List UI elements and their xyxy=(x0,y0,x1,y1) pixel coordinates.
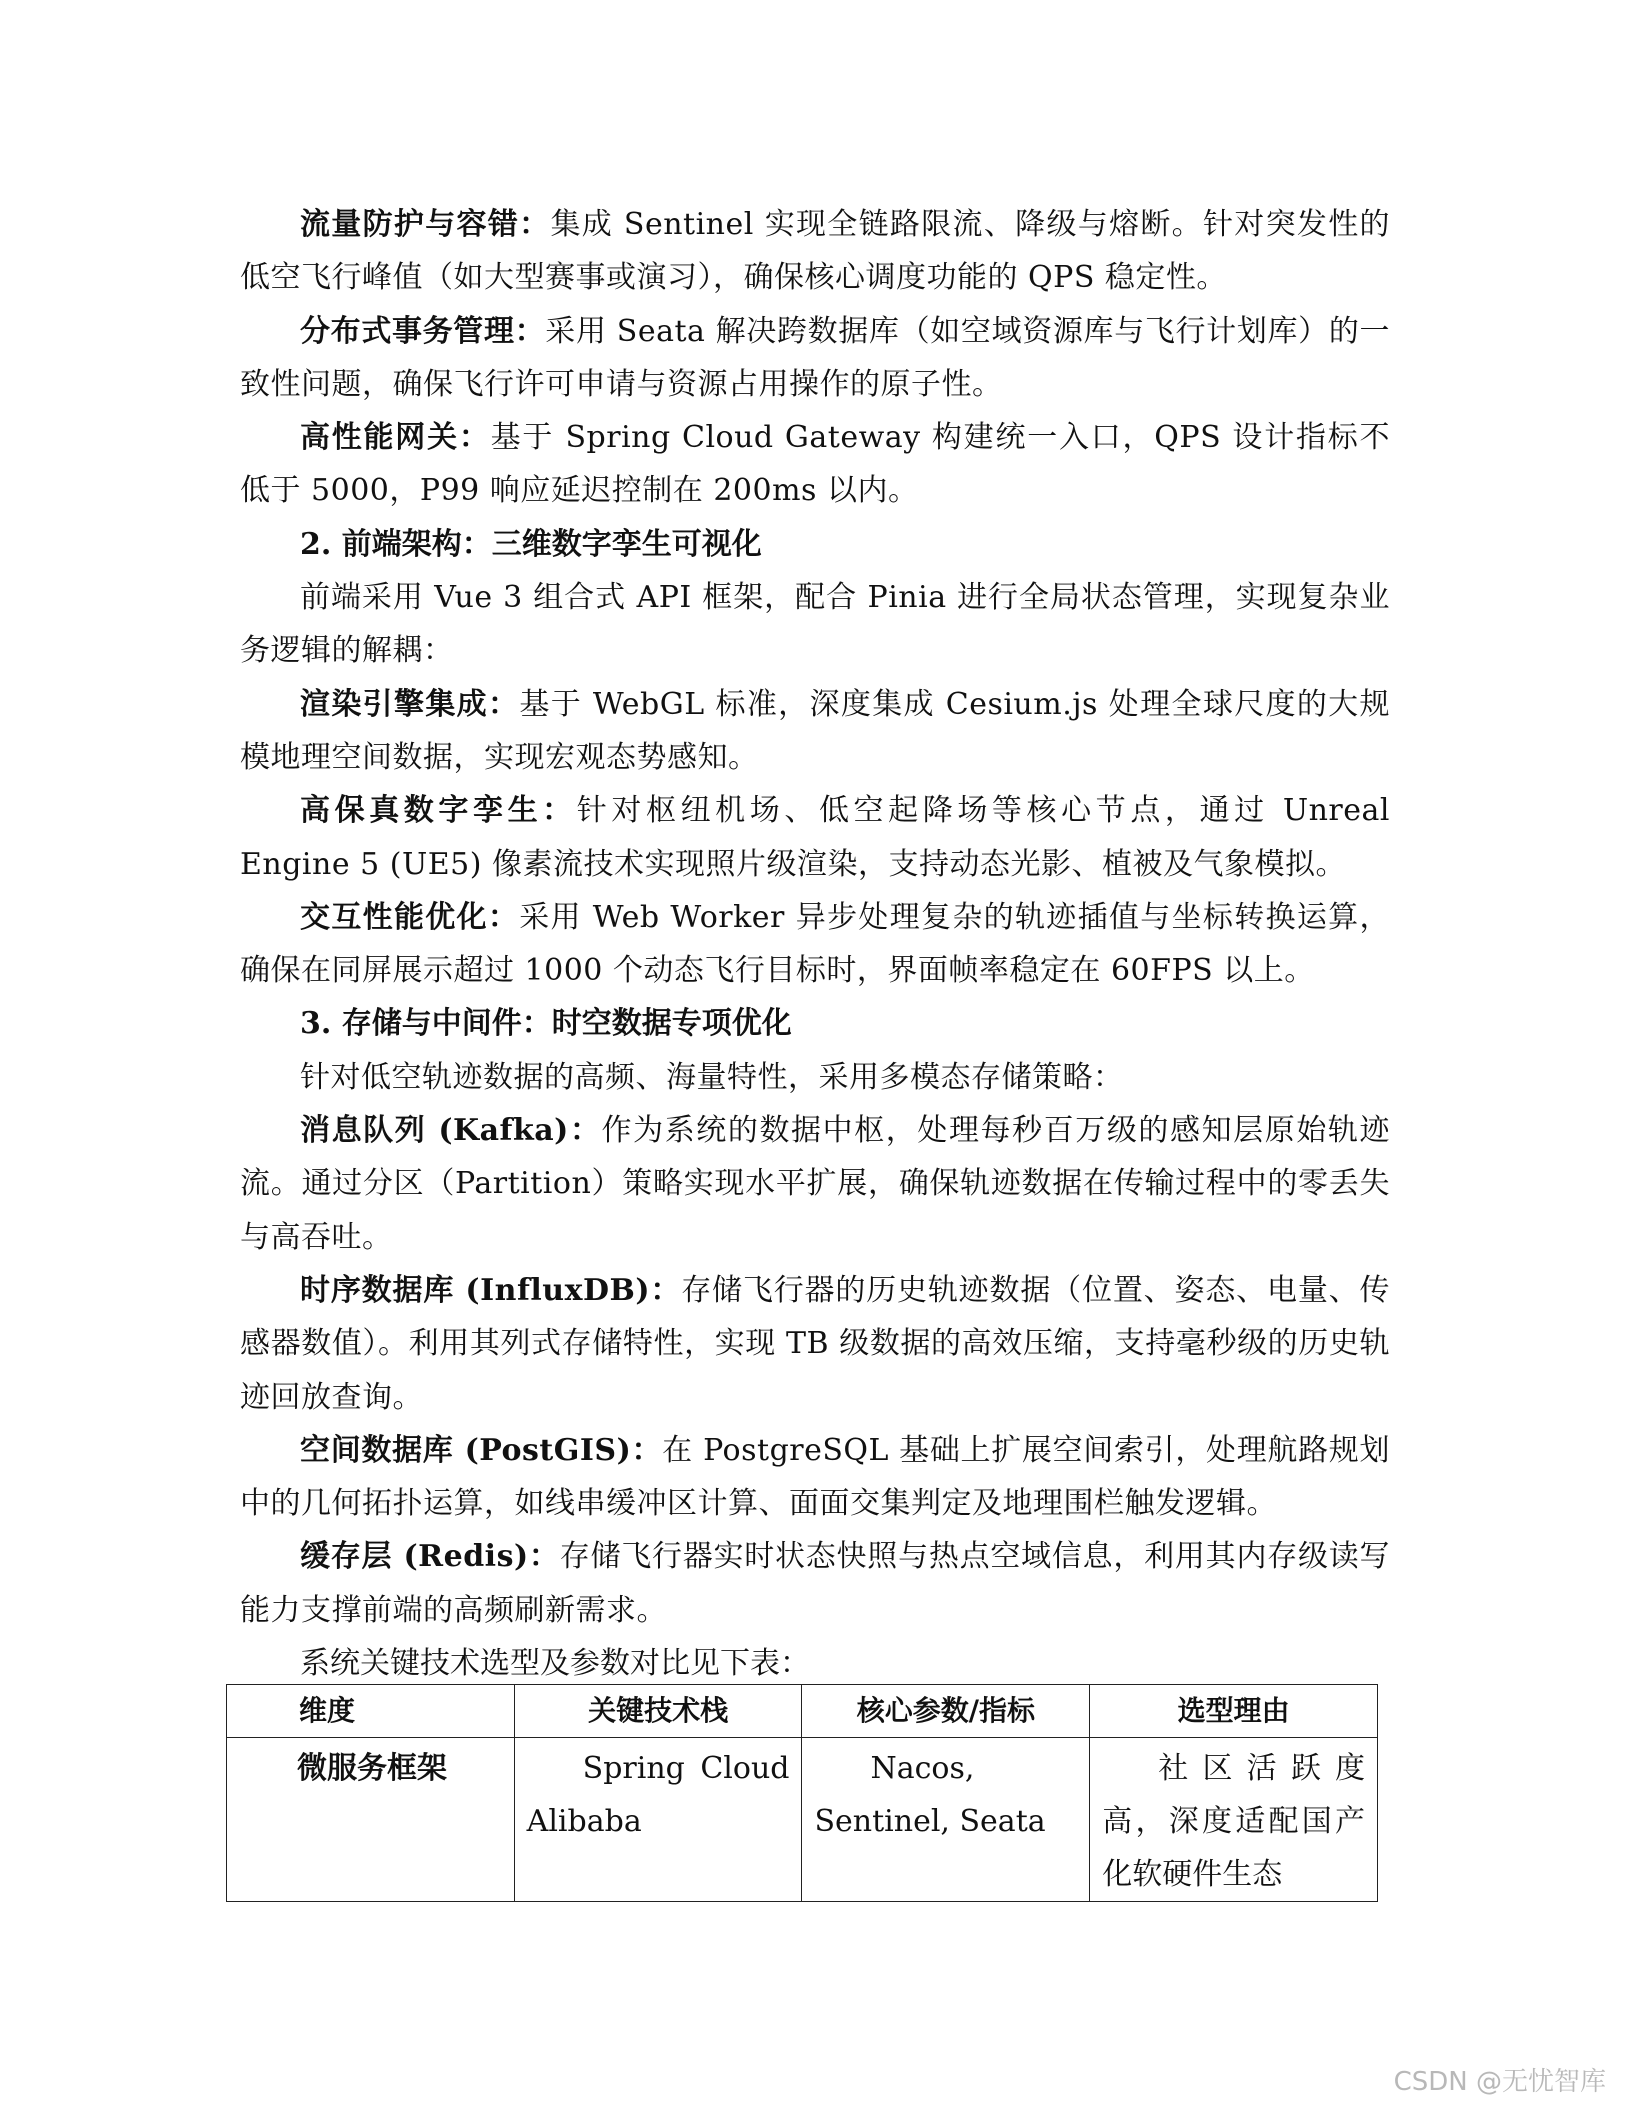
table-caption: 系统关键技术选型及参数对比见下表： xyxy=(300,1646,810,1682)
paragraph-kafka xyxy=(240,1104,1390,1264)
paragraph-interaction-performance xyxy=(240,891,1390,998)
paragraph-lead: 缓存层 (Redis)： xyxy=(300,1539,560,1575)
paragraph-lead: 分布式事务管理： xyxy=(300,313,546,349)
paragraph-lead: 渲染引擎集成： xyxy=(300,686,520,722)
paragraph-postgis xyxy=(240,1424,1390,1531)
paragraph-text: 存储飞行器的历史轨迹数据（位置、姿态、电量、传感器数值）。利用其列式存储特性，实现 TB 级数据的高效压缩，支持毫秒级的历史轨迹回放查询。 xyxy=(240,1272,1390,1415)
tech-selection-table xyxy=(226,1684,1378,1902)
paragraph-lead: 时序数据库 (InfluxDB)： xyxy=(300,1272,682,1308)
paragraph-text: 基于 Spring Cloud Gateway 构建统一入口，QPS 设计指标不低于 5000，P99 响应延迟控制在 200ms 以内。 xyxy=(240,420,1391,509)
paragraph-lead: 高性能网关： xyxy=(300,420,491,456)
paragraph-text: 针对低空轨迹数据的高频、海量特性，采用多模态存储策略： xyxy=(300,1059,1124,1095)
paragraph-distributed-transaction xyxy=(240,305,1390,412)
paragraph-text: 作为系统的数据中枢，处理每秒百万级的感知层原始轨迹流。通过分区（Partition）策略实现水平扩展，确保轨迹数据在传输过程中的零丢失与高吞吐。 xyxy=(240,1113,1390,1255)
paragraph-render-engine xyxy=(240,678,1390,785)
paragraph-text: 采用 Web Worker 异步处理复杂的轨迹插值与坐标转换运算，确保在同屏展示超过 1000 个动态飞行目标时，界面帧率稳定在 60FPS 以上。 xyxy=(240,899,1390,989)
paragraph-storage-intro xyxy=(240,1051,1390,1104)
paragraph-text: 存储飞行器实时状态快照与热点空域信息，利用其内存级读写能力支撑前端的高频刷新需求。 xyxy=(240,1539,1390,1628)
paragraph-lead: 高保真数字孪生： xyxy=(300,793,577,829)
paragraph-text: 前端采用 Vue 3 组合式 API 框架，配合 Pinia 进行全局状态管理，实现复杂业务逻辑的解耦： xyxy=(240,580,1390,669)
paragraph-text: 集成 Sentinel 实现全链路限流、降级与熔断。针对突发性的低空飞行峰值（如大型赛事或演习），确保核心调度功能的 QPS 稳定性。 xyxy=(240,207,1390,296)
paragraph-text: 针对枢纽机场、低空起降场等核心节点，通过 Unreal Engine 5 (UE5) 像素流技术实现照片级渲染，支持动态光影、植被及气象模拟。 xyxy=(240,793,1391,882)
paragraph-lead: 流量防护与容错： xyxy=(300,207,551,242)
paragraph-gateway xyxy=(240,411,1390,518)
table-cell: 微服务框架 xyxy=(227,1738,515,1902)
column-header-reason: 选型理由 xyxy=(1090,1685,1378,1738)
paragraph-influxdb xyxy=(240,1264,1390,1424)
table-cell: 社区活跃度高，深度适配国产化软硬件生态 xyxy=(1090,1738,1378,1902)
table-header-row xyxy=(227,1685,1378,1738)
paragraph-traffic-protection xyxy=(240,198,1390,305)
table-cell: Spring Cloud Alibaba xyxy=(514,1738,802,1902)
paragraph-text: 采用 Seata 解决跨数据库（如空域资源库与飞行计划库）的一致性问题，确保飞行许可申请与资源占用操作的原子性。 xyxy=(240,313,1390,402)
section-heading-storage: 3. 存储与中间件：时空数据专项优化 xyxy=(300,1006,792,1042)
table-row xyxy=(227,1738,1378,1902)
paragraph-text: 基于 WebGL 标准，深度集成 Cesium.js 处理全球尺度的大规模地理空间数据，实现宏观态势感知。 xyxy=(240,686,1391,775)
watermark: CSDN @无忧智库 xyxy=(1393,2067,1606,2097)
paragraph-lead: 消息队列 (Kafka)： xyxy=(300,1113,602,1149)
table-cell: Nacos, Sentinel, Seata xyxy=(802,1738,1090,1902)
column-header-dimension: 维度 xyxy=(227,1685,515,1738)
paragraph-frontend-intro xyxy=(240,571,1390,678)
paragraph-redis xyxy=(240,1530,1390,1637)
section-heading-frontend: 2. 前端架构：三维数字孪生可视化 xyxy=(300,526,762,562)
paragraph-lead: 交互性能优化： xyxy=(300,899,520,935)
document-body xyxy=(240,198,1390,1690)
paragraph-lead: 空间数据库 (PostGIS)： xyxy=(300,1432,663,1468)
column-header-core-params: 核心参数/指标 xyxy=(802,1685,1090,1738)
paragraph-digital-twin xyxy=(240,784,1390,891)
paragraph-text: 在 PostgreSQL 基础上扩展空间索引，处理航路规划中的几何拓扑运算，如线串缓冲区计算、面面交集判定及地理围栏触发逻辑。 xyxy=(240,1432,1390,1522)
column-header-tech-stack: 关键技术栈 xyxy=(514,1685,802,1738)
